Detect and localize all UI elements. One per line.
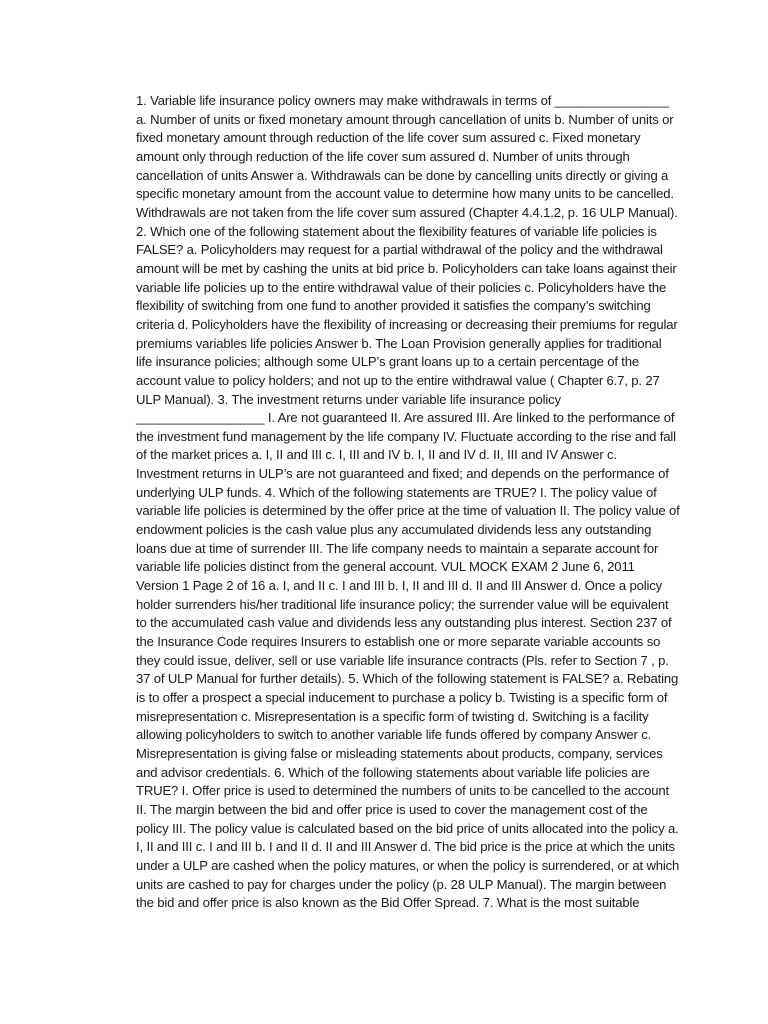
- document-body-text: 1. Variable life insurance policy owners may make withdrawals in terms of ________________ a. Number of units or fixed monetary amount through cancellation of units b. Number of units or fixed monetary amount through reduction of the life cover sum assured c. Fixed monetary amount only through reduction of the life cover sum assured d. Number of units through cancellation of units Answer a. Withdrawals can be done by cancelling units directly or giving a specific monetary amount from the account value to determine how many units to be cancelled. Withdrawals are not taken from the life cover sum assured (Chapter 4.4.1.2, p. 16 ULP Manual). 2. Which one of the following statement about the flexibility features of variable life policies is FALSE? a. Policyholders may request for a partial withdrawal of the policy and the withdrawal amount will be met by cashing the units at bid price b. Policyholders can take loans against their variable life policies up to the entire withdrawal value of their policies c. Policyholders have the flexibility of switching from one fund to another provided it satisfies the company’s switching criteria d. Policyholders have the flexibility of increasing or decreasing their premiums for regular premiums variables life policies Answer b. The Loan Provision generally applies for traditional life insurance policies; although some ULP’s grant loans up to a certain percentage of the account value to policy holders; and not up to the entire withdrawal value ( Chapter 6.7, p. 27 ULP Manual). 3. The investment returns under variable life insurance policy __________________ I. Are not guaranteed II. Are assured III. Are linked to the performance of the investment fund management by the life company IV. Fluctuate according to the rise and fall of the market prices a. I, II and III c. I, III and IV b. I, II and IV d. II, III and IV Answer c. Investment returns in ULP’s are not guaranteed and fixed; and depends on the performance of underlying ULP funds. 4. Which of the following statements are TRUE? I. The policy value of variable life policies is determined by the offer price at the time of valuation II. The policy value of endowment policies is the cash value plus any accumulated dividends less any outstanding loans due at time of surrender III. The life company needs to maintain a separate account for variable life policies distinct from the general account. VUL MOCK EXAM 2 June 6, 2011 Version 1 Page 2 of 16 a. I, and II c. I and III b. I, II and III d. II and III Answer d. Once a policy holder surrenders his/her traditional life insurance policy; the surrender value will be equivalent to the accumulated cash value and dividends less any outstanding plus interest. Section 237 of the Insurance Code requires Insurers to establish one or more separate variable accounts so they could issue, deliver, sell or use variable life insurance contracts (Pls. refer to Section 7 , p. 37 of ULP Manual for further details). 5. Which of the following statement is FALSE? a. Rebating is to offer a prospect a special inducement to purchase a policy b. Twisting is a specific form of misrepresentation c. Misrepresentation is a specific form of twisting d. Switching is a facility allowing policyholders to switch to another variable life funds offered by company Answer c. Misrepresentation is giving false or misleading statements about products, company, services and advisor credentials. 6. Which of the following statements about variable life policies are TRUE? I. Offer price is used to determined the numbers of units to be cancelled to the account II. The margin between the bid and offer price is used to cover the management cost of the policy III. The policy value is calculated based on the bid price of units allocated into the policy a. I, II and III c. I and III b. I and II d. II and III Answer d. The bid price is the price at which the units under a ULP are cashed when the policy matures, or when the policy is surrendered, or at which units are cashed to pay for charges under the policy (p. 28 ULP Manual). The margin between the bid and offer price is also known as the Bid Offer Spread. 7. What is the most suitable: [136, 93, 680, 911]
